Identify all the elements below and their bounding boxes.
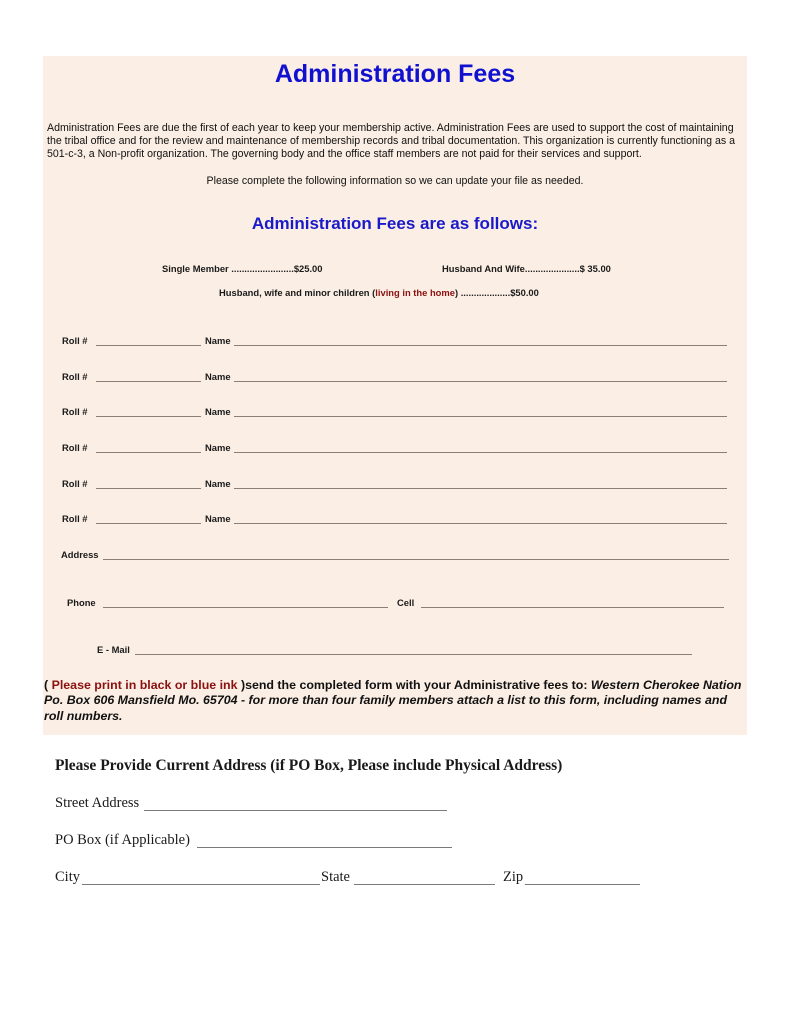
- roll-number-field[interactable]: [96, 523, 201, 524]
- fee-couple-amount: $ 35.00: [579, 263, 611, 274]
- phone-field[interactable]: [103, 607, 388, 608]
- email-label: E - Mail: [97, 644, 130, 655]
- roll-label: Roll #: [62, 442, 88, 453]
- roll-label: Roll #: [62, 335, 88, 346]
- fee-husband-wife: [442, 263, 611, 274]
- fee-family: [219, 287, 539, 298]
- state-label: State: [321, 869, 350, 885]
- name-label: Name: [205, 371, 231, 382]
- pobox-label: PO Box (if Applicable): [55, 832, 190, 848]
- street-address-label: Street Address: [55, 795, 140, 811]
- address-label: Address: [61, 549, 99, 560]
- roll-number-field[interactable]: [96, 452, 201, 453]
- email-field[interactable]: [135, 654, 692, 655]
- roll-number-field[interactable]: [96, 416, 201, 417]
- city-label: City: [55, 869, 80, 885]
- city-field[interactable]: [82, 884, 320, 885]
- roll-number-field[interactable]: [96, 345, 201, 346]
- name-label: Name: [205, 513, 231, 524]
- roll-label: Roll #: [62, 478, 88, 489]
- fee-family-label-after: ) ...................: [454, 287, 511, 298]
- roll-label: Roll #: [62, 406, 88, 417]
- name-field[interactable]: [234, 452, 727, 453]
- zip-label: Zip: [503, 869, 524, 885]
- note-open-paren: (: [44, 678, 52, 692]
- name-field[interactable]: [234, 381, 727, 382]
- cell-label: Cell: [397, 597, 415, 608]
- roll-label: Roll #: [62, 371, 88, 382]
- fees-form-panel: [43, 56, 747, 735]
- cell-field[interactable]: [421, 607, 724, 608]
- page-title: Administration Fees: [274, 60, 516, 88]
- address-field[interactable]: [103, 559, 729, 560]
- current-address-heading: Please Provide Current Address (if PO Box, Please include Physical Address): [55, 757, 563, 774]
- name-label: Name: [205, 442, 231, 453]
- roll-label: Roll #: [62, 513, 88, 524]
- ink-instruction: Please print in black or blue ink: [51, 678, 238, 692]
- intro-instruction: Please complete the following information so we can update your file as needed.: [206, 175, 584, 187]
- send-text: )send the completed form with your Administrative fees to:: [237, 678, 591, 692]
- mailing-instructions: [44, 678, 744, 724]
- fee-family-amount: $50.00: [510, 287, 539, 298]
- fee-family-label: Husband, wife and minor children (: [219, 287, 376, 298]
- fee-family-highlight: living in the home: [375, 287, 455, 298]
- fee-single-member: [162, 263, 323, 274]
- name-field[interactable]: [234, 345, 727, 346]
- fee-single-amount: $25.00: [293, 263, 323, 274]
- roll-number-field[interactable]: [96, 488, 201, 489]
- intro-paragraph: Administration Fees are due the first of each year to keep your membership active. Administration Fees are used to support the cost of maintaining the tribal office and for the review and maintenance of membership records and tribal documentation. This organization is currently functioning as a 501-c-3, a Non-profit organization. The governing body and the office staff members are not paid for their services and support.: [47, 122, 735, 161]
- name-label: Name: [205, 406, 231, 417]
- mailing-address: Western Cherokee Nation Po. Box 606 Mansfield Mo. 65704 - for more than four family members attach a list to this form, including names and roll numbers.: [44, 678, 742, 723]
- name-field[interactable]: [234, 488, 727, 489]
- fee-couple-label: Husband And Wife.....................: [442, 263, 580, 274]
- pobox-field[interactable]: [197, 847, 452, 848]
- name-field[interactable]: [234, 523, 727, 524]
- name-field[interactable]: [234, 416, 727, 417]
- state-field[interactable]: [354, 884, 495, 885]
- name-label: Name: [205, 335, 231, 346]
- zip-field[interactable]: [525, 884, 640, 885]
- phone-label: Phone: [67, 597, 96, 608]
- street-address-field[interactable]: [144, 810, 447, 811]
- roll-number-field[interactable]: [96, 381, 201, 382]
- name-label: Name: [205, 478, 231, 489]
- fee-single-label: Single Member ........................: [162, 263, 294, 274]
- fees-heading: Administration Fees are as follows:: [251, 214, 539, 233]
